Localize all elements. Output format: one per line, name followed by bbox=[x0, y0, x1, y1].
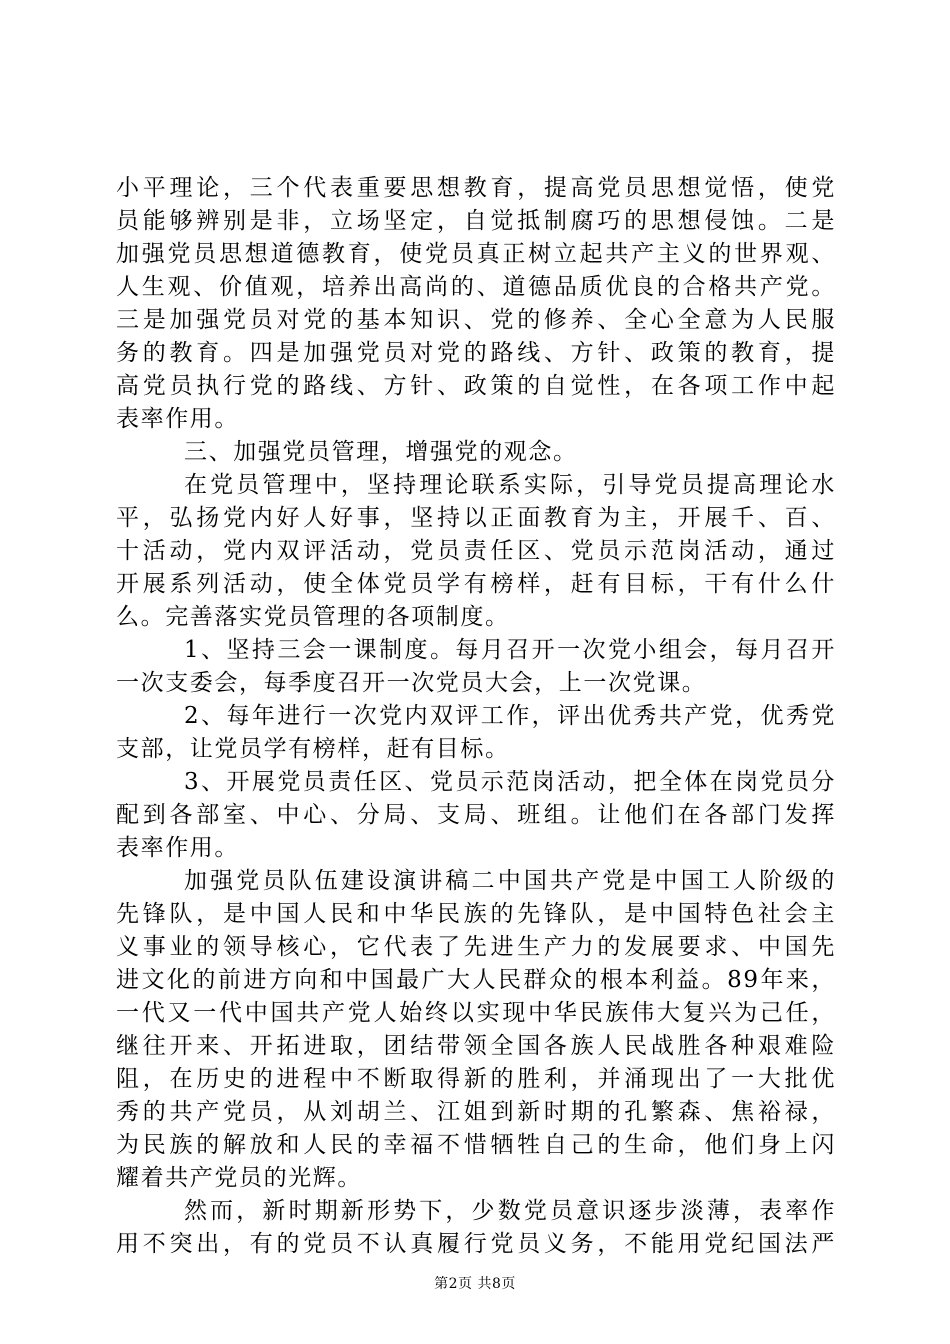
text-line: 为民族的解放和人民的幸福不惜牺牲自己的生命，他们身上闪 bbox=[116, 1132, 836, 1158]
text-line: 3、开展党员责任区、党员示范岗活动，把全体在岗党员分 bbox=[184, 769, 836, 795]
text-line: 阻，在历史的进程中不断取得新的胜利，并涌现出了一大批优 bbox=[116, 1066, 836, 1092]
text-line: 三、加强党员管理，增强党的观念。 bbox=[184, 439, 578, 465]
text-line: 加强党员思想道德教育，使党员真正树立起共产主义的世界观、 bbox=[116, 241, 836, 267]
text-line: 然而，新时期新形势下，少数党员意识逐步淡薄，表率作 bbox=[184, 1198, 836, 1224]
text-line: 在党员管理中，坚持理论联系实际，引导党员提高理论水 bbox=[184, 472, 836, 498]
text-line: 小平理论，三个代表重要思想教育，提高党员思想觉悟，使党 bbox=[116, 175, 836, 201]
text-line: 三是加强党员对党的基本知识、党的修养、全心全意为人民服 bbox=[116, 307, 836, 333]
text-line: 平，弘扬党内好人好事，坚持以正面教育为主，开展千、百、 bbox=[116, 505, 836, 531]
text-line: 么。完善落实党员管理的各项制度。 bbox=[116, 604, 510, 630]
text-line: 配到各部室、中心、分局、支局、班组。让他们在各部门发挥 bbox=[116, 802, 836, 828]
text-line: 1、坚持三会一课制度。每月召开一次党小组会，每月召开 bbox=[184, 637, 836, 663]
text-line: 支部，让党员学有榜样，赶有目标。 bbox=[116, 736, 510, 762]
text-line: 耀着共产党员的光辉。 bbox=[116, 1165, 362, 1191]
text-line: 务的教育。四是加强党员对党的路线、方针、政策的教育，提 bbox=[116, 340, 836, 366]
text-line: 表率作用。 bbox=[116, 406, 239, 432]
text-line: 开展系列活动，使全体党员学有榜样，赶有目标，干有什么什 bbox=[116, 571, 836, 597]
text-line: 先锋队，是中国人民和中华民族的先锋队，是中国特色社会主 bbox=[116, 901, 836, 927]
text-line: 继往开来、开拓进取，团结带领全国各族人民战胜各种艰难险 bbox=[116, 1033, 836, 1059]
text-line: 进文化的前进方向和中国最广大人民群众的根本利益。89年来， bbox=[116, 967, 836, 993]
text-line: 员能够辨别是非，立场坚定，自觉抵制腐巧的思想侵蚀。二是 bbox=[116, 208, 836, 234]
page-footer: 第2页 共8页 bbox=[434, 1276, 516, 1292]
text-line: 一代又一代中国共产党人始终以实现中华民族伟大复兴为己任， bbox=[116, 1000, 836, 1026]
text-line: 十活动，党内双评活动，党员责任区、党员示范岗活动，通过 bbox=[116, 538, 836, 564]
text-line: 一次支委会，每季度召开一次党员大会，上一次党课。 bbox=[116, 670, 707, 696]
document-body bbox=[116, 172, 836, 1261]
text-line: 加强党员队伍建设演讲稿二中国共产党是中国工人阶级的 bbox=[184, 868, 836, 894]
text-line: 义事业的领导核心，它代表了先进生产力的发展要求、中国先 bbox=[116, 934, 836, 960]
text-line: 高党员执行党的路线、方针、政策的自觉性，在各项工作中起 bbox=[116, 373, 836, 399]
text-line: 表率作用。 bbox=[116, 835, 239, 861]
text-line: 用不突出，有的党员不认真履行党员义务，不能用党纪国法严 bbox=[116, 1231, 836, 1257]
text-line: 人生观、价值观，培养出高尚的、道德品质优良的合格共产党。 bbox=[116, 274, 836, 300]
text-line: 秀的共产党员，从刘胡兰、江姐到新时期的孔繁森、焦裕禄， bbox=[116, 1099, 836, 1125]
text-line: 2、每年进行一次党内双评工作，评出优秀共产党，优秀党 bbox=[184, 703, 836, 729]
